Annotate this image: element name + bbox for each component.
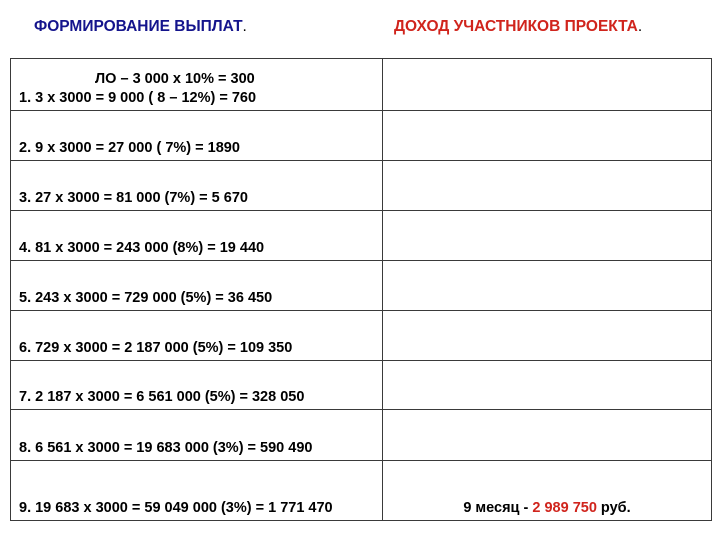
payout-cell: 5. 243 х 3000 = 729 000 (5%) = 36 450 — [11, 261, 383, 311]
participants-income-title: ДОХОД УЧАСТНИКОВ ПРОЕКТА. — [394, 18, 643, 35]
income-cell — [383, 111, 712, 161]
payout-cell: 4. 81 х 3000 = 243 000 (8%) = 19 440 — [11, 211, 383, 261]
income-cell — [383, 161, 712, 211]
table-row — [11, 211, 712, 261]
income-summary-cell — [383, 461, 712, 521]
table-row — [11, 361, 712, 410]
table-row — [11, 461, 712, 521]
income-cell — [383, 59, 712, 111]
income-cell — [383, 361, 712, 410]
summary-amount: 2 989 750 — [532, 500, 597, 516]
payout-formation-title: ФОРМИРОВАНИЕ ВЫПЛАТ. — [34, 18, 247, 35]
lo-formula: ЛО – 3 000 х 10% = 300 — [95, 71, 255, 87]
payout-cell: 7. 2 187 х 3000 = 6 561 000 (5%) = 328 050 — [11, 361, 383, 410]
payout-cell: 6. 729 х 3000 = 2 187 000 (5%) = 109 350 — [11, 311, 383, 361]
income-cell — [383, 261, 712, 311]
income-cell — [383, 311, 712, 361]
table-row — [11, 59, 712, 111]
payout-cell: 8. 6 561 х 3000 = 19 683 000 (3%) = 590 490 — [11, 410, 383, 461]
table-row — [11, 311, 712, 361]
summary-prefix: 9 месяц - — [463, 500, 533, 516]
income-cell — [383, 211, 712, 261]
payout-cell — [11, 59, 383, 111]
payout-cell: 3. 27 х 3000 = 81 000 (7%) = 5 670 — [11, 161, 383, 211]
table-row — [11, 111, 712, 161]
payout-cell: 9. 19 683 х 3000 = 59 049 000 (3%) = 1 771 470 — [11, 461, 383, 521]
payout-table — [10, 58, 712, 521]
table-row — [11, 161, 712, 211]
summary-suffix: руб. — [596, 500, 631, 516]
table-row — [11, 410, 712, 461]
payout-cell: 2. 9 х 3000 = 27 000 ( 7%) = 1890 — [11, 111, 383, 161]
income-cell — [383, 410, 712, 461]
level-formula: 1. 3 х 3000 = 9 000 ( 8 – 12%) = 760 — [19, 90, 257, 106]
table-row — [11, 261, 712, 311]
